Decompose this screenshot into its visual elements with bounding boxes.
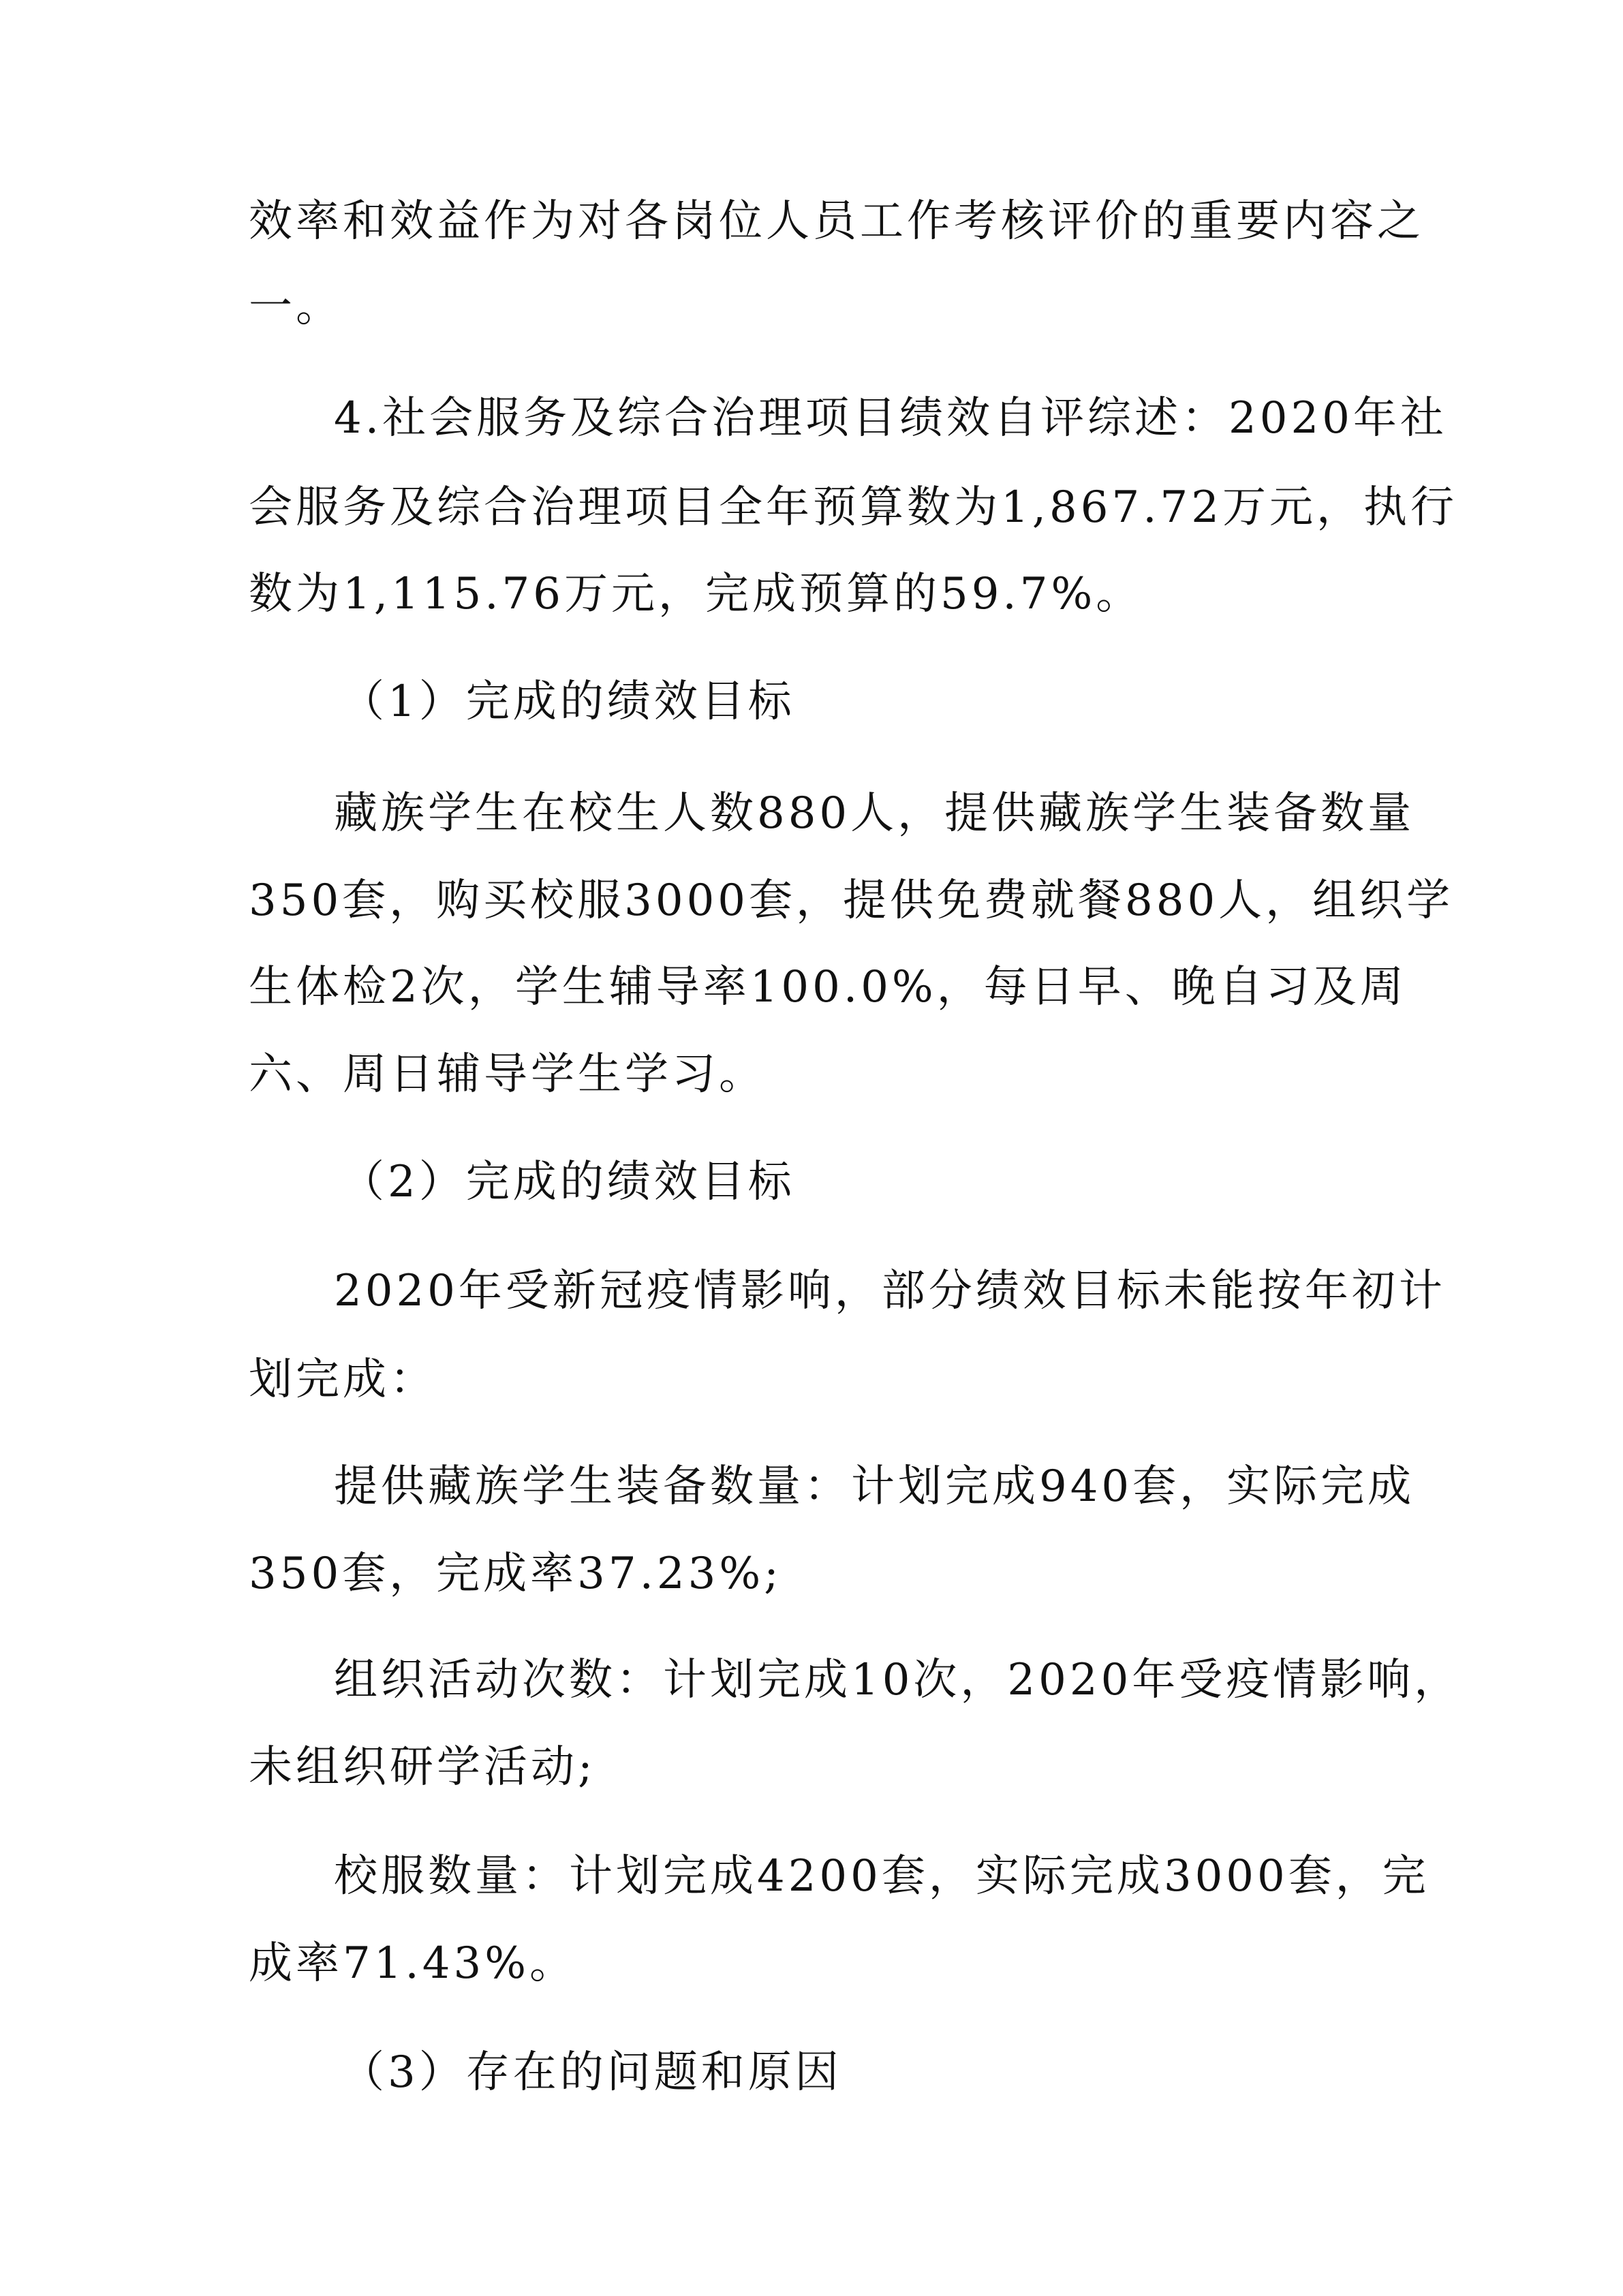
text-line: 划完成： xyxy=(249,1354,437,1405)
text-line: 校服数量：计划完成4200套，实际完成3000套，完 xyxy=(334,1851,1429,1902)
text-line: 2020年受新冠疫情影响，部分绩效目标未能按年初计 xyxy=(334,1266,1446,1316)
text-line: 350套，购买校服3000套，提供免费就餐880人，组织学 xyxy=(249,875,1454,926)
text-line: 成率71.43%。 xyxy=(249,1938,577,1989)
section-heading: （3）存在的问题和原因 xyxy=(341,2047,842,2098)
text-line: 生体检2次，学生辅导率100.0%，每日早、晚自习及周 xyxy=(249,962,1407,1012)
section-heading: （2）完成的绩效目标 xyxy=(341,1157,795,1207)
text-line: 组织活动次数：计划完成10次，2020年受疫情影响， xyxy=(334,1655,1462,1705)
text-line: 数为1,115.76万元，完成预算的59.7%。 xyxy=(249,569,1143,619)
section-heading: （1）完成的绩效目标 xyxy=(341,677,795,727)
text-line: 藏族学生在校生人数880人，提供藏族学生装备数量 xyxy=(334,788,1415,839)
text-line: 效率和效益作为对各岗位人员工作考核评价的重要内容之 xyxy=(249,196,1424,247)
text-line: 一。 xyxy=(249,281,343,332)
text-line: 未组织研学活动; xyxy=(249,1742,596,1793)
text-line: 六、周日辅导学生学习。 xyxy=(249,1049,766,1100)
text-line: 会服务及综合治理项目全年预算数为1,867.72万元，执行 xyxy=(249,482,1457,533)
text-line: 350套，完成率37.23%; xyxy=(249,1549,782,1599)
text-line: 提供藏族学生装备数量：计划完成940套，实际完成 xyxy=(334,1461,1415,1512)
text-line: 4.社会服务及综合治理项目绩效自评综述：2020年社 xyxy=(334,393,1447,444)
